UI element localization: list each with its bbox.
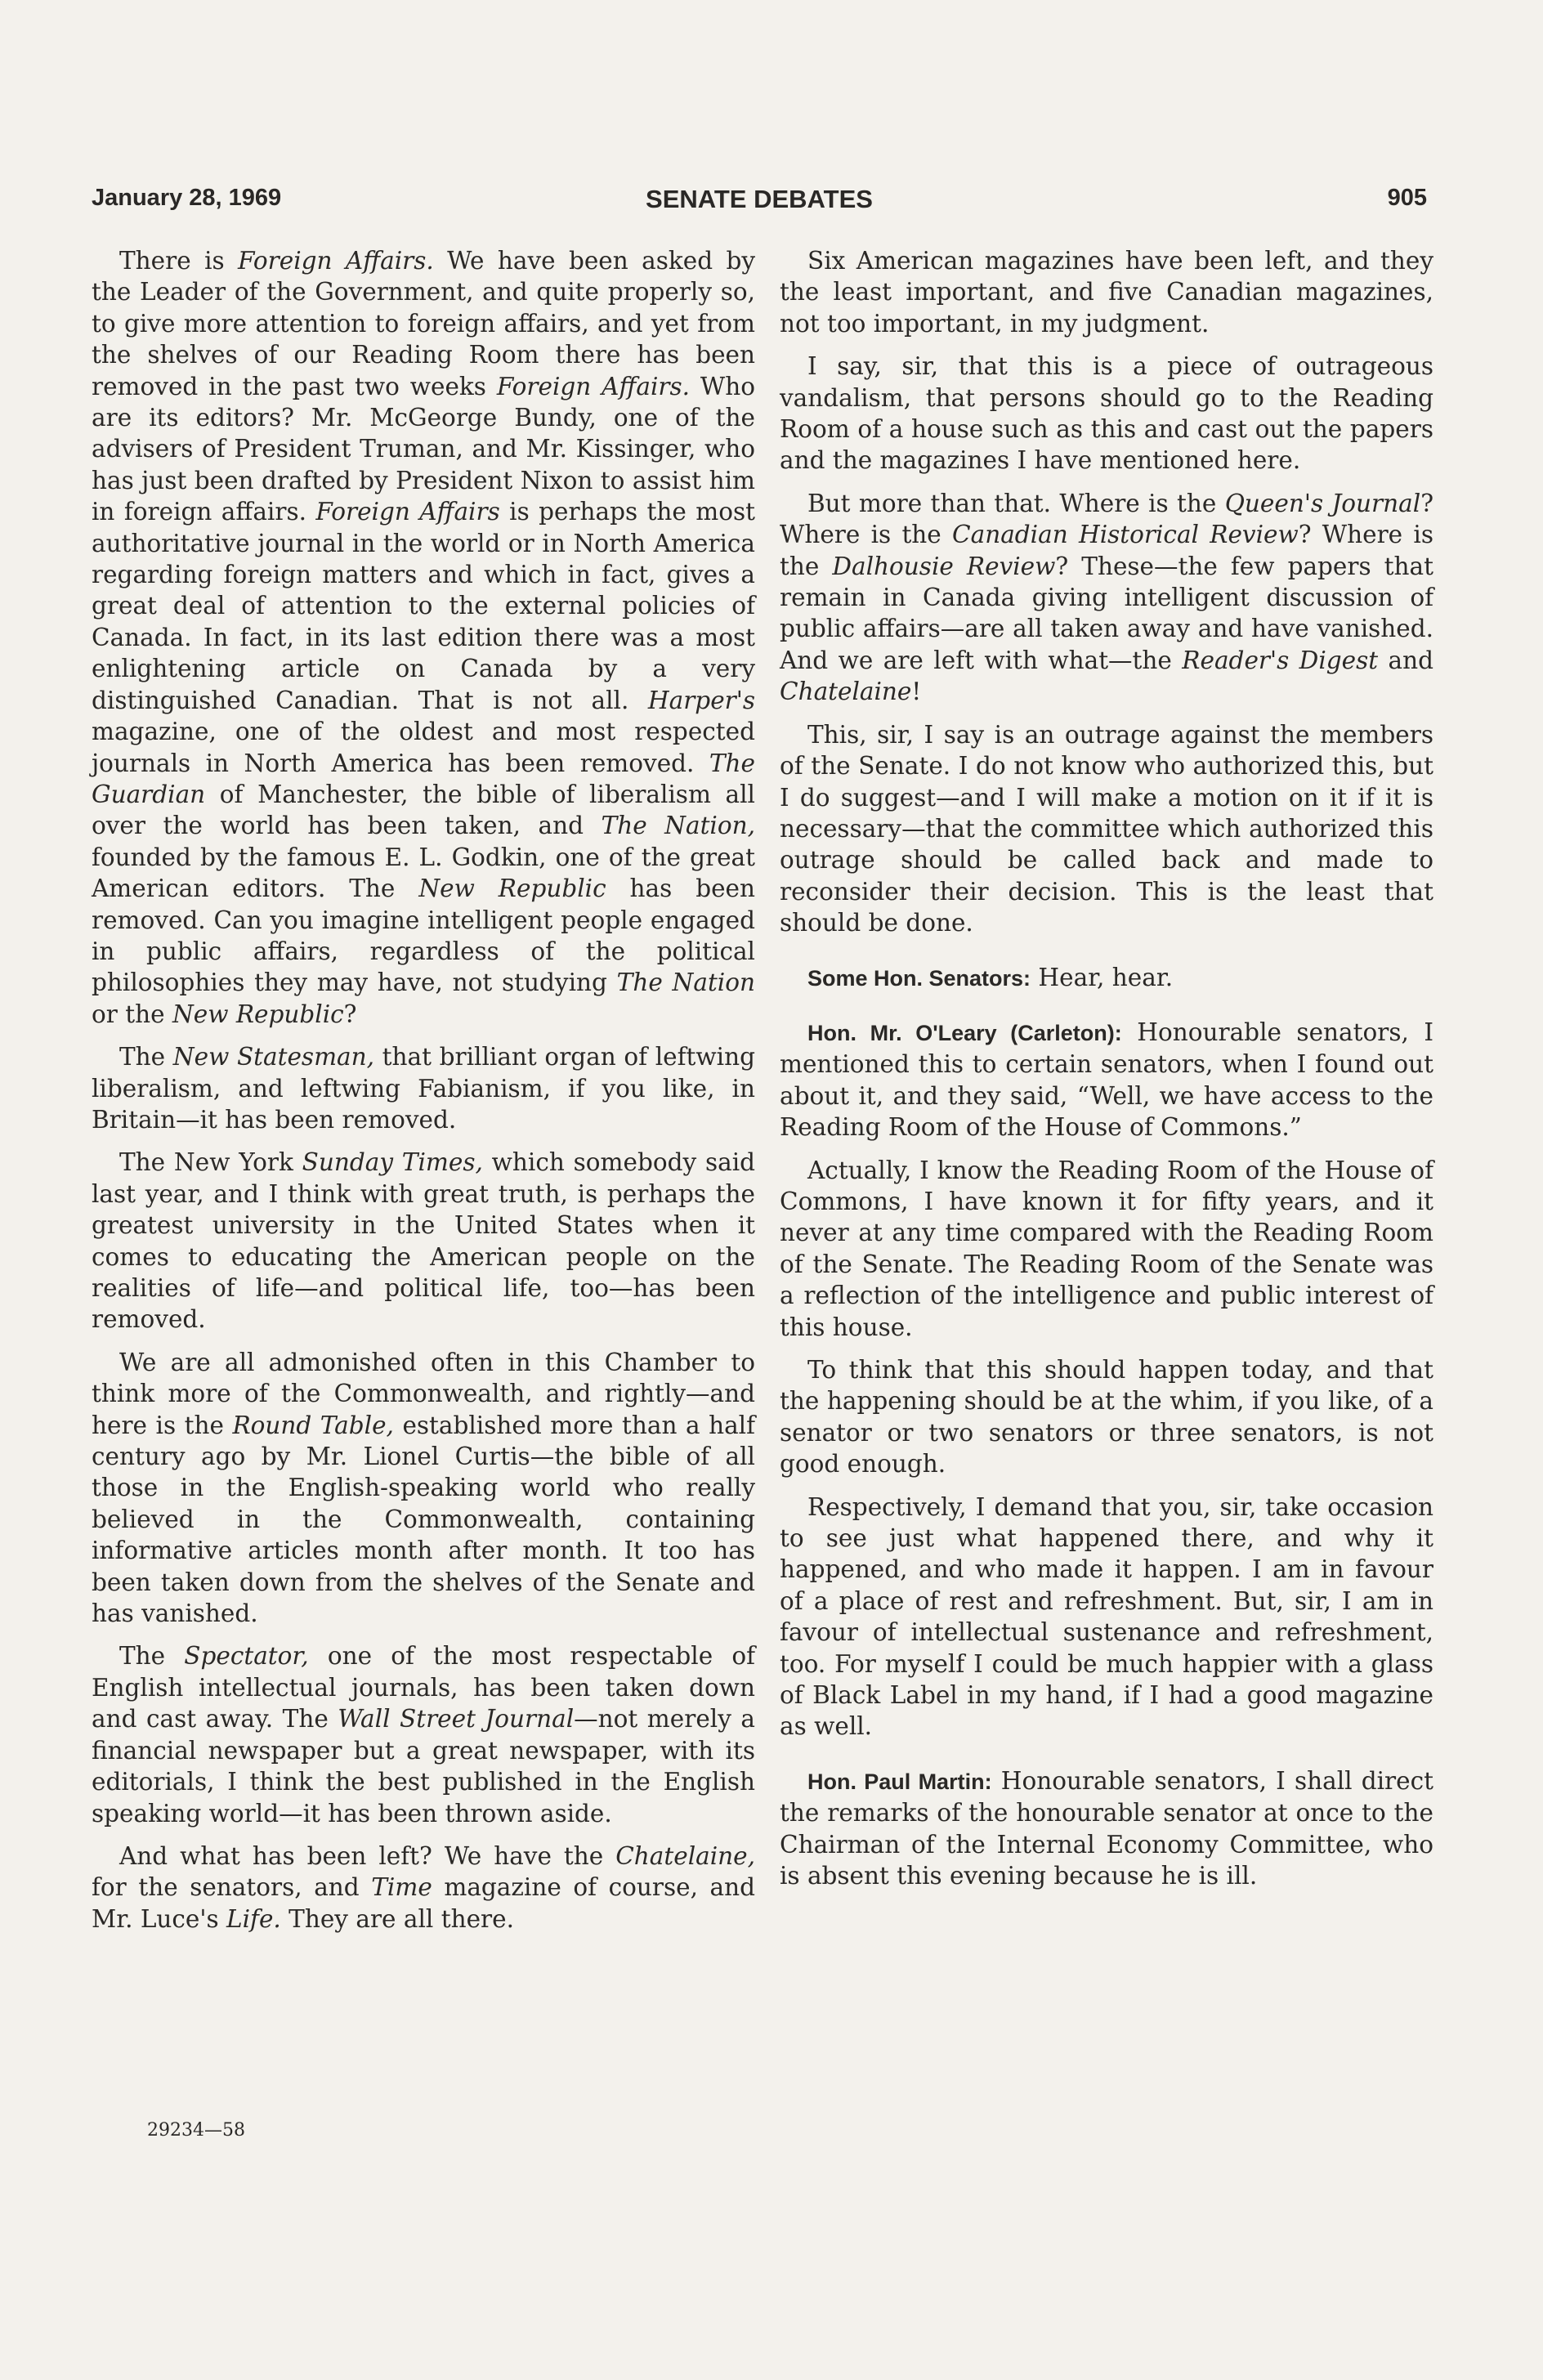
paragraph: There is Foreign Affairs. We have been asked by the Leader of the Government, and quite properly so, to give more attention to foreign affairs, and yet from the shelves of our Reading Room there has been removed in the past two weeks Foreign Affairs. Who are its editors? Mr. McGeorge Bundy, one of the advisers of President Truman, and Mr. Kissinger, who has just been drafted by President Nixon to assist him in foreign affairs. Foreign Affairs is perhaps the most authoritative journal in the world or in North America regarding foreign matters and which in fact, gives a great deal of attention to the external policies of Canada. In fact, in its last edition there was a most enlightening article on Canada by a very distinguished Canadian. That is not all. Harper's magazine, one of the oldest and most respected journals in North America has been removed. The Guardian of Manchester, the bible of liberalism all over the world has been taken, and The Nation, founded by the famous E. L. Godkin, one of the great American editors. The New Republic has been removed. Can you imagine intelligent people engaged in public affairs, regardless of the political philosophies they may have, not studying The Nation or the New Republic? bbox=[92, 247, 756, 1028]
paragraph: Six American magazines have been left, and they the least important, and five Canadian magazines, not too important, in my judgment. bbox=[780, 247, 1433, 338]
page-header bbox=[92, 185, 1427, 221]
paragraph: We are all admonished often in this Chamber to think more of the Commonwealth, and rightly—and here is the Round Table, established more than a half century ago by Mr. Lionel Curtis—the bible of all those in the English-speaking world who really believed in the Commonwealth, containing informative articles month after month. It too has been taken down from the shelves of the Senate and has vanished. bbox=[92, 1348, 756, 1628]
paragraph: The New York Sunday Times, which somebody said last year, and I think with great truth, is perhaps the greatest university in the United States when it comes to educating the American people on the realities of life—and political life, too—has been removed. bbox=[92, 1148, 756, 1334]
paragraph: And what has been left? We have the Chatelaine, for the senators, and Time magazine of course, and Mr. Luce's Life. They are all there. bbox=[92, 1841, 755, 1933]
paragraph: But more than that. Where is the Queen's Journal? Where is the Canadian Historical Review? Where is the Dalhousie Review? These—the few papers that remain in Canada giving intelligent discussion of public affairs—are all taken away and have vanished. And we are left with what—the Reader's Digest and Chatelaine! bbox=[780, 489, 1434, 706]
speaker-name: Some Hon. Senators: bbox=[807, 965, 1031, 991]
publication-title: SENATE DEBATES bbox=[646, 185, 873, 213]
paragraph: The New Statesman, that brilliant organ of leftwing liberalism, and leftwing Fabianism, if you like, in Britain—it has been removed. bbox=[92, 1043, 755, 1134]
paragraph: The Spectator, one of the most respectable of English intellectual journals, has been taken down and cast away. The Wall Street Journal—not merely a financial newspaper but a great newspaper, with its editorials, I think the best published in the English speaking world—it has been thrown aside. bbox=[92, 1642, 755, 1828]
paragraph: Actually, I know the Reading Room of the House of Commons, I have known it for fifty years, and it never at any time compared with the Reading Room of the Senate. The Reading Room of the Senate was a reflection of the intelligence and public interest of this house. bbox=[780, 1156, 1433, 1341]
right-column bbox=[780, 245, 1433, 1904]
footer-code: 29234—58 bbox=[147, 2120, 245, 2141]
speaker-name: Hon. Mr. O'Leary (Carleton): bbox=[807, 1020, 1122, 1045]
paragraph: I say, sir, that this is a piece of outrageous vandalism, that persons should go to the Reading Room of a house such as this and cast out the papers and the magazines I have mentioned here. bbox=[780, 352, 1433, 475]
header-date: January 28, 1969 bbox=[92, 185, 282, 211]
paragraph: To think that this should happen today, and that the happening should be at the whim, if you like, of a senator or two senators or three senators, is not good enough. bbox=[780, 1356, 1433, 1479]
speaker-name: Hon. Paul Martin: bbox=[807, 1769, 992, 1794]
left-column bbox=[92, 245, 755, 1946]
page-number: 905 bbox=[1387, 185, 1427, 211]
speaker-paragraph: Hon. Paul Martin: Honourable senators, I shall direct the remarks of the honourable senator at once to the Chairman of the Internal Economy Committee, who is absent this evening because he is ill. bbox=[780, 1766, 1433, 1890]
paragraph: Respectively, I demand that you, sir, take occasion to see just what happened there, and why it happened, and who made it happen. I am in favour of a place of rest and refreshment. But, sir, I am in favour of intellectual sustenance and refreshment, too. For myself I could be much happier with a glass of Black Label in my hand, if I had a good magazine as well. bbox=[780, 1492, 1433, 1741]
speaker-paragraph: Some Hon. Senators: Hear, hear. bbox=[807, 963, 1174, 991]
speaker-paragraph: Hon. Mr. O'Leary (Carleton): Honourable senators, I mentioned this to certain senators, when I found out about it, and they said, “Well, we have access to the Reading Room of the House of Commons.” bbox=[780, 1018, 1433, 1142]
paragraph: This, sir, I say is an outrage against the members of the Senate. I do not know who authorized this, but I do suggest—and I will make a motion on it if it is necessary—that the committee which authorized this outrage should be called back and made to reconsider their decision. This is the least that should be done. bbox=[780, 720, 1433, 937]
